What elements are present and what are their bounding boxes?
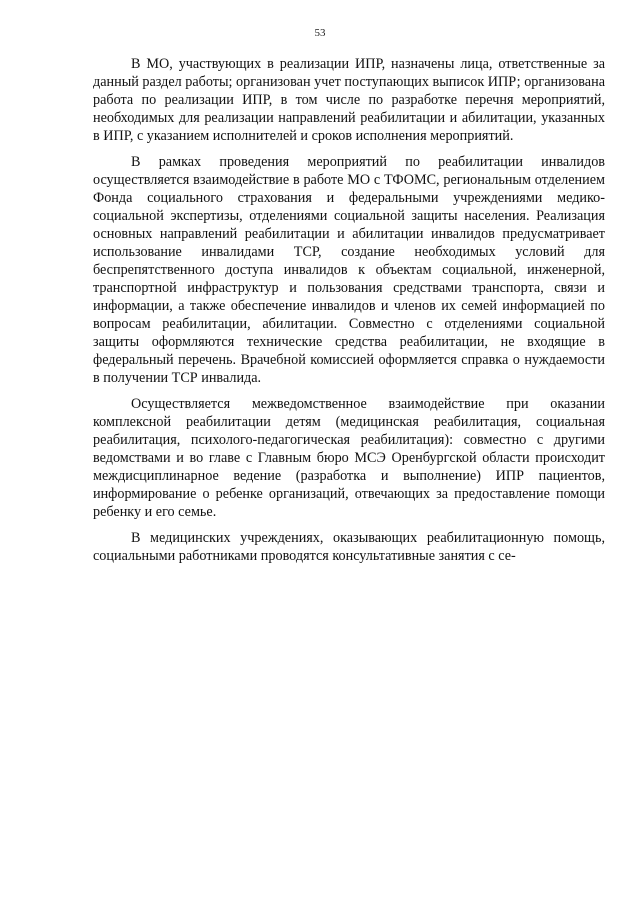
paragraph-social-workers: В медицинских учреждениях, оказывающих реабилитационную помощь, социальными работниками проводятся консультативные занятия с се- bbox=[93, 530, 605, 564]
paragraph-ipr-responsibles: В МО, участвующих в реализации ИПР, назначены лица, ответственные за данный раздел работы; организован учет поступающих выписок ИПР; организована работа по реализации ИПР, в том числе по разработке перечня мероприятий, необходимых для реализации направлений реабилитации и абилитации, указанных в ИПР, с указанием исполнителей и сроков исполнения мероприятий. bbox=[93, 56, 605, 144]
page-body bbox=[93, 55, 605, 565]
paragraph-interagency-rehabilitation: В рамках проведения мероприятий по реабилитации инвалидов осуществляется взаимодействие в работе МО с ТФОМС, региональным отделением Фонда социального страхования и федеральными учреждениями медико-социальной экспертизы, отделениями социальной защиты населения. Реализация основных направлений реабилитации и абилитации инвалидов предусматривает использование инвалидами ТСР, создание необходимых условий для беспрепятственного доступа инвалидов к объектам социальной, инженерной, транспортной инфраструктур и пользования средствами транспорта, связи и информации, а также обеспечение инвалидов и членов их семей информацией по вопросам реабилитации, абилитации. Совместно с отделениями социальной защиты оформляются технические средства реабилитации, не входящие в федеральный перечень. Врачебной комиссией оформляется справка о нуждаемости в получении ТСР инвалида. bbox=[93, 154, 605, 386]
paragraph-complex-rehabilitation-children: Осуществляется межведомственное взаимодействие при оказании комплексной реабилитации детям (медицинская реабилитация, социальная реабилитация, психолого-педагогическая реабилитация): совместно с другими ведомствами и во главе с Главным бюро МСЭ Оренбургской области происходит междисциплинарное ведение (разработка и выполнение) ИПР пациентов, информирование о ребенке организаций, отвечающих за предоставление помощи ребенку и его семье. bbox=[93, 396, 605, 520]
page-number: 53 bbox=[314, 27, 326, 39]
